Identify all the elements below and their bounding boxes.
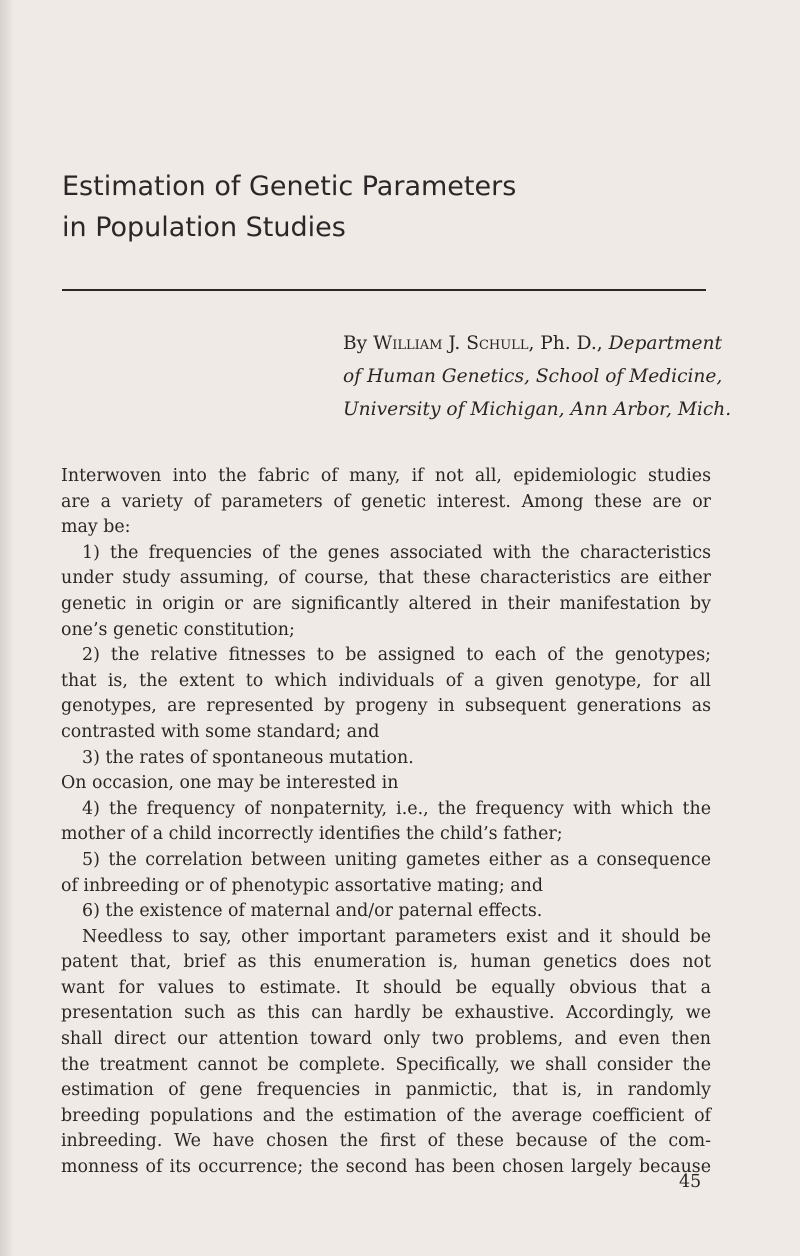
book-gutter-shadow	[0, 0, 14, 1256]
body-line: 4) the frequency of nonpaternity, i.e., the frequency with which the	[82, 798, 711, 819]
body-line: genetic in origin or are significantly altered in their manifestation by	[61, 593, 711, 614]
body-line: 2) the relative fitnesses to be assigned to each of the genotypes;	[82, 645, 711, 666]
author-first-name: William J.	[373, 333, 461, 354]
body-line: estimation of gene frequencies in panmictic, that is, in randomly	[61, 1080, 711, 1101]
body-line: On occasion, one may be interested in	[61, 773, 399, 794]
body-line: contrasted with some standard; and	[61, 721, 380, 742]
body-line: shall direct our attention toward only two problems, and even then	[61, 1029, 711, 1050]
body-line: may be:	[61, 517, 131, 538]
body-line: want for values to estimate. It should be equally obvious that a	[61, 977, 711, 998]
affiliation-line-1: Department of	[343, 333, 722, 387]
affiliation-line-2: Human Genetics, School of Medicine, University	[343, 366, 723, 420]
body-line: Needless to say, other important parameters exist and it should be	[82, 926, 711, 947]
body-line: patent that, brief as this enumeration is, human genetics does not	[61, 952, 711, 973]
body-line: the treatment cannot be complete. Specifically, we shall consider the	[61, 1054, 711, 1075]
page-number: 45	[679, 1172, 702, 1192]
body-text	[61, 464, 711, 1181]
body-line: monness of its occurrence; the second has been chosen largely because	[61, 1157, 711, 1178]
body-line: 6) the existence of maternal and/or paternal effects.	[82, 901, 543, 922]
author-last-name: Schull,	[466, 333, 535, 354]
body-line: presentation such as this can hardly be exhaustive. Accordingly, we	[61, 1003, 711, 1024]
author-degree: Ph. D.,	[540, 333, 603, 354]
body-line: one’s genetic constitution;	[61, 619, 295, 640]
title-line-2: in Population Studies	[62, 212, 346, 243]
body-line: 1) the frequencies of the genes associated with the characteristics	[82, 542, 711, 563]
title-rule	[62, 289, 706, 291]
body-line: 5) the correlation between uniting gametes either as a consequence	[82, 849, 711, 870]
body-line: of inbreeding or of phenotypic assortative mating; and	[61, 875, 543, 896]
body-line: genotypes, are represented by progeny in subsequent generations as	[61, 696, 711, 717]
body-line: inbreeding. We have chosen the first of these because of the com-	[61, 1131, 711, 1152]
byline-by: By	[343, 333, 368, 354]
title-line-1: Estimation of Genetic Parameters	[62, 171, 517, 202]
author-byline	[343, 327, 733, 426]
body-line: mother of a child incorrectly identifies the child’s father;	[61, 824, 563, 845]
body-line: are a variety of parameters of genetic interest. Among these are or	[61, 491, 711, 512]
body-line: under study assuming, of course, that these characteristics are either	[61, 568, 711, 589]
body-line: Interwoven into the fabric of many, if not all, epidemiologic studies	[61, 466, 711, 486]
article-title	[62, 166, 722, 248]
body-line: breeding populations and the estimation of the average coefficient of	[61, 1105, 711, 1126]
body-line: that is, the extent to which individuals of a given genotype, for all	[61, 670, 711, 691]
body-line: 3) the rates of spontaneous mutation.	[82, 747, 414, 768]
affiliation-line-3: of Michigan, Ann Arbor, Mich.	[446, 399, 732, 420]
